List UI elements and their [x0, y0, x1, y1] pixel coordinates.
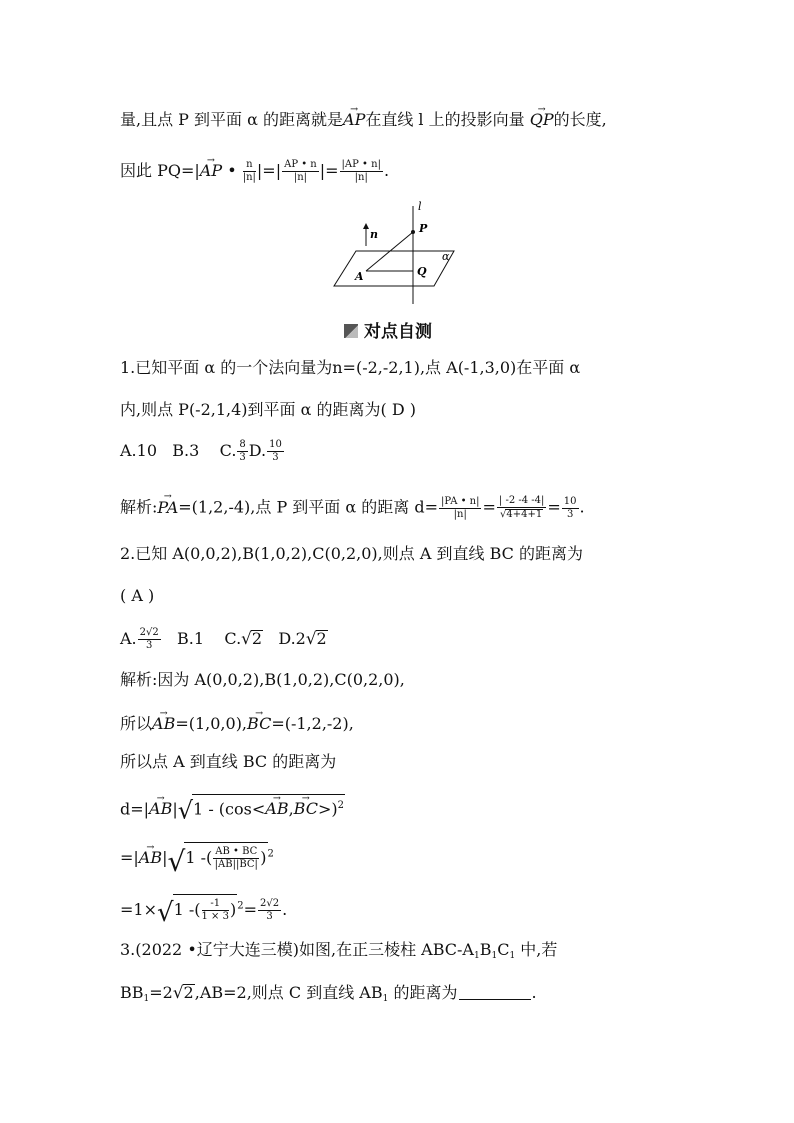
- section-marker-icon: [344, 324, 358, 338]
- q3-stem-line-2: $BB_1=2√2,AB=2$,则点 C 到直线 $AB_1$ 的距离为 .: [120, 982, 537, 1004]
- q2-stem-line-1: 2.已知 A(0,0,2),B(1,0,2),C(0,2,0),则点 A 到直线 BC 的距离为: [120, 544, 583, 563]
- fraction-ap-dot-n: $\frac{AP • n}{|n|}$: [284, 159, 317, 183]
- option-a: A.: [120, 629, 137, 648]
- option-d: D.: [248, 441, 267, 460]
- plane-alpha: [334, 251, 454, 286]
- fraction-answer: $\frac{2√2}{3}$: [260, 898, 280, 922]
- q1-solution: 解析:→ PA=(1,2,-4),点 P 到平面 α 的距离 d= $\frac{|PA • n|}{|n|}$ = $\frac{| -2 -4 -4|}{√4+4+1}$ = $\frac{10}{3}$ .: [120, 496, 585, 520]
- label-p: P: [419, 222, 428, 235]
- label-alpha: α: [442, 250, 450, 263]
- q2-solution-line-2: 所以→ AB=(1,0,0),→ BC=(-1,2,-2),: [120, 716, 354, 732]
- option-c: C.: [219, 441, 237, 460]
- fraction-n-over-norm: $\frac{n}{|n|}$: [242, 159, 256, 183]
- q3-stem-line-1: 3.(2022 •辽宁大连三模)如图,在正三棱柱 ABC-$A_1B_1C_1$ 中,若: [120, 940, 558, 961]
- q2-options: A. $\frac{2√2}{3}$ B.1 C.√2 D.2√2: [120, 627, 327, 651]
- q1-stem-line-1: 1.已知平面 α 的一个法向量为n=(-2,-2,1),点 A(-1,3,0)在平面 α: [120, 358, 581, 377]
- option-d: D.2: [278, 629, 306, 648]
- fraction-8-3: $\frac{8}{3}$: [239, 439, 246, 463]
- label-a: A: [355, 270, 364, 283]
- label-n: n: [370, 228, 378, 241]
- line1-pre: 量,且点 P 到平面 α 的距离就是: [120, 110, 344, 129]
- fraction-computation: $\frac{| -2 -4 -4|}{√4+4+1}$: [498, 495, 545, 520]
- text-line-1: [120, 112, 607, 128]
- vector-bc: → BC: [247, 716, 271, 732]
- answer-blank[interactable]: [459, 998, 531, 1000]
- vector-pa: → PA: [157, 500, 178, 516]
- q2-formula-step-2: =|→ AB|√1 -( $\frac{AB • BC}{|AB||BC|}$ )$^2$: [120, 842, 274, 876]
- label-q: Q: [417, 265, 427, 278]
- vector-qp: → QP: [530, 112, 554, 128]
- option-a: A.10: [120, 441, 157, 460]
- eq: |=: [319, 161, 339, 180]
- vector-ap: → AP: [343, 112, 365, 128]
- fraction-2sqrt2-3: $\frac{2√2}{3}$: [139, 627, 159, 651]
- line1-post: 的长度,: [553, 110, 607, 129]
- vector-ap: → AP: [200, 163, 222, 179]
- option-b: B.3: [172, 441, 200, 460]
- point-p: [411, 230, 415, 234]
- q2-stem-line-2: ( A ): [120, 586, 155, 605]
- line2-pre: 因此 PQ=|: [120, 161, 200, 180]
- fraction-cos: $\frac{AB • BC}{|AB||BC|}$: [214, 846, 258, 870]
- option-b: B.1: [177, 629, 205, 648]
- q1-stem-line-2: 内,则点 P(-2,1,4)到平面 α 的距离为( D ): [120, 400, 417, 419]
- q2-solution-line-1: 解析:因为 A(0,0,2),B(1,0,2),C(0,2,0),: [120, 670, 405, 689]
- eq: |=|: [256, 161, 282, 180]
- fraction-neg1: $\frac{-1}{1 \times 3}$: [201, 898, 229, 922]
- vector-ab: → AB: [152, 716, 175, 732]
- q2-distance-formula: d=|→ AB|√1 - (cos<→ AB,→ BC>)$^2$: [120, 794, 345, 822]
- fraction-result: $\frac{10}{3}$: [563, 495, 577, 520]
- dot: •: [222, 161, 242, 180]
- arrow-head: [363, 223, 369, 229]
- fraction-abs-ap-dot-n: $\frac{|AP • n|}{|n|}$: [341, 159, 381, 183]
- fraction-10-3: $\frac{10}{3}$: [269, 439, 282, 463]
- text-line-2: [120, 160, 389, 183]
- section-title: 对点自测: [364, 322, 432, 342]
- q1-options: [120, 440, 285, 463]
- option-c: C.: [224, 629, 242, 648]
- label-l: l: [418, 200, 422, 213]
- line1-mid: 在直线 l 上的投影向量: [365, 110, 530, 129]
- fraction-pa-dot-n: $\frac{|PA • n|}{|n|}$: [441, 495, 480, 520]
- plane-distance-figure: [326, 196, 466, 306]
- q2-formula-step-3: =1×√1 -( $\frac{-1}{1 \times 3}$ )$^2$= $\frac{2√2}{3}$ .: [120, 894, 287, 926]
- q2-solution-line-3: 所以点 A 到直线 BC 的距离为: [120, 752, 337, 771]
- period: .: [383, 161, 390, 180]
- section-heading: [344, 317, 432, 342]
